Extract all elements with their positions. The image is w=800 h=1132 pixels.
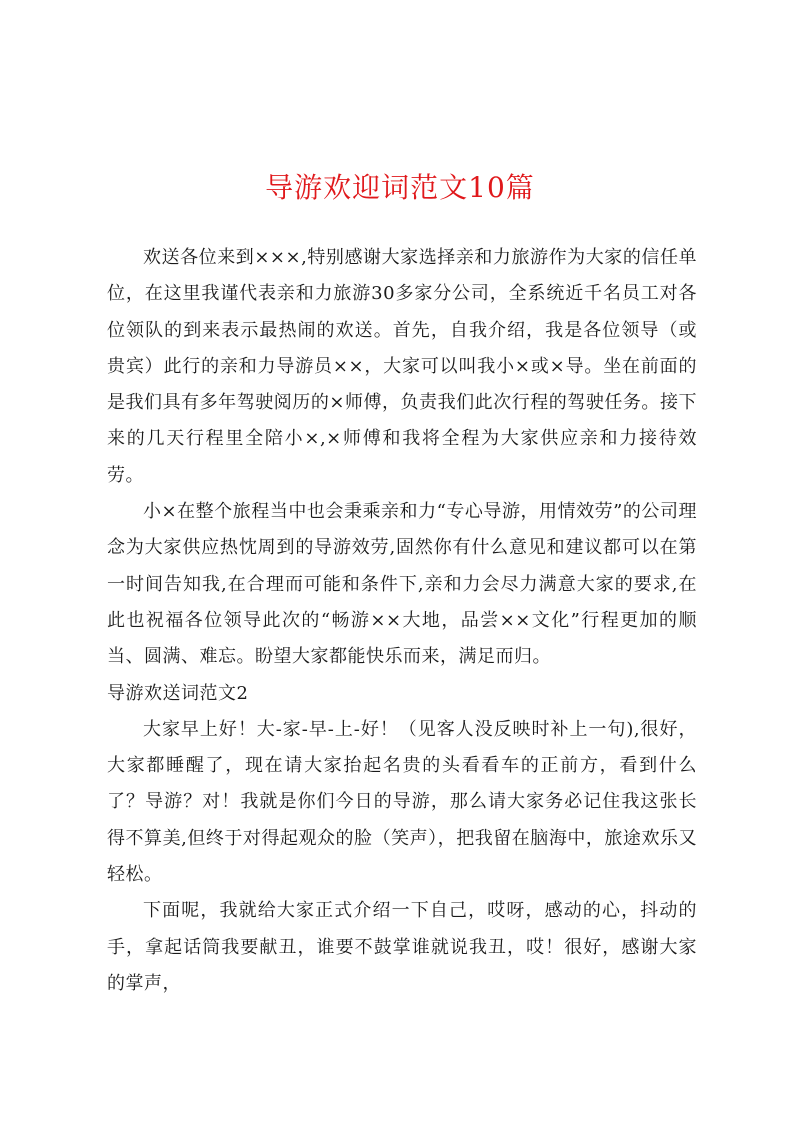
paragraph-2: 小×在整个旅程当中也会秉乘亲和力“专心导游，用情效劳”的公司理念为大家供应热忱周到的导游效劳,固然你有什么意见和建议都可以在第一时间告知我,在合理而可能和条件下,亲和力会尽力满意大家的要求,在此也祝福各位领导此次的“畅游××大地，品尝××文化”行程更加的顺当、圆满、难忘。盼望大家都能快乐而来，满足而归。 [107,501,697,668]
paragraph-4: 下面呢，我就给大家正式介绍一下自己，哎呀，感动的心，抖动的手，拿起话筒我要献丑，谁要不鼓掌谁就说我丑，哎！很好，感谢大家的掌声， [107,900,697,994]
section-subheading: 导游欢送词范文2 [107,682,249,704]
paragraph-3: 大家早上好！大-家-早-上-好！（见客人没反映时补上一句),很好，大家都睡醒了，现在请大家抬起名贵的头看看车的正前方，看到什么了？导游？对！我就是你们今日的导游，那么请大家务必记住我这张长得不算美,但终于对得起观众的脸（笑声），把我留在脑海中，旅途欢乐又轻松。 [107,718,697,886]
document-body [107,240,697,1002]
document-title: 导游欢迎词范文10篇 [265,171,535,204]
paragraph-1: 欢送各位来到×××,特别感谢大家选择亲和力旅游作为大家的信任单位，在这里我谨代表亲和力旅游30多家分公司，全系统近千名员工对各位领队的到来表示最热闹的欢送。首先，自我介绍，我是各位领导（或贵宾）此行的亲和力导游员××，大家可以叫我小×或×导。坐在前面的是我们具有多年驾驶阅历的×师傅，负责我们此次行程的驾驶任务。接下来的几天行程里全陪小×,×师傅和我将全程为大家供应亲和力接待效劳。 [107,247,697,486]
